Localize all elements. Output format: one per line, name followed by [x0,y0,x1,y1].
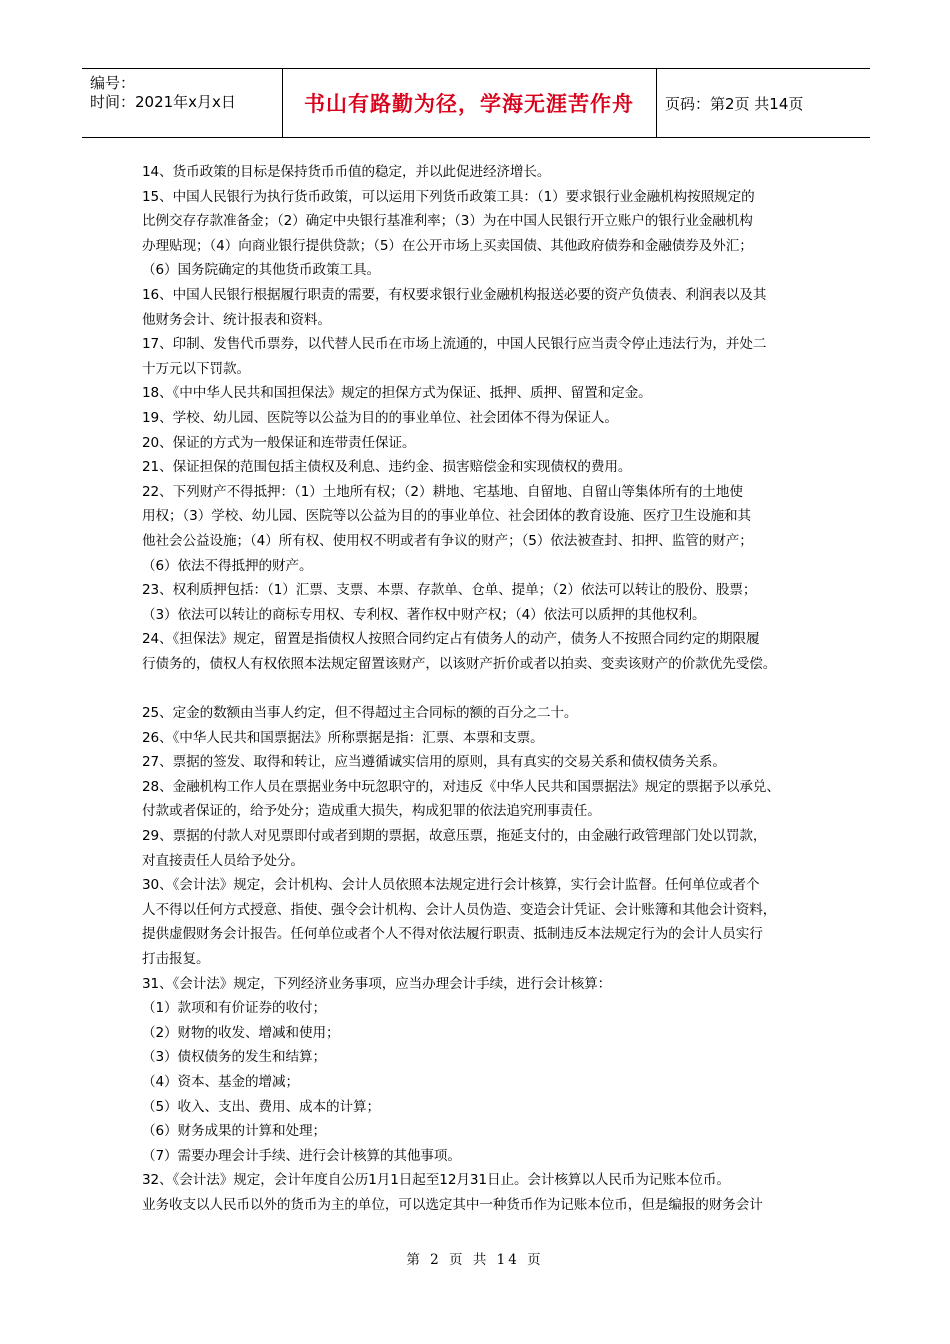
text-line: 25、定金的数额由当事人约定，但不得超过主合同标的额的百分之二十。 [142,705,578,722]
text-line: 用权；（3）学校、幼儿园、医院等以公益为目的的事业单位、社会团体的教育设施、医疗卫生设施和其 [142,508,751,525]
text-line: 24、《担保法》规定，留置是指债权人按照合同约定占有债务人的动产，债务人不按照合同约定的期限履 [142,631,760,648]
header-motto: 书山有路勤为径，学海无涯苦作舟 [282,69,657,137]
text-line: 人不得以任何方式授意、指使、强令会计机构、会计人员伪造、变造会计凭证、会计账簿和其他会计资料， [142,901,777,918]
text-line: 23、权利质押包括：（1）汇票、支票、本票、存款单、仓单、提单；（2）依法可以转让的股份、股票； [142,582,757,599]
document-body [142,160,814,1218]
text-line: 28、金融机构工作人员在票据业务中玩忽职守的，对违反《中华人民共和国票据法》规定的票据予以承兑、 [142,778,780,795]
text-line: 30、《会计法》规定，会计机构、会计人员依照本法规定进行会计核算，实行会计监督。任何单位或者个 [142,877,760,894]
text-line: 提供虚假财务会计报告。任何单位或者个人不得对依法履行职责、抵制违反本法规定行为的会计人员实行 [142,926,763,943]
text-line: （3）债权债务的发生和结算； [142,1049,326,1066]
text-line: 对直接责任人员给予处分。 [142,852,304,869]
text-line: 27、票据的签发、取得和转让，应当遵循诚实信用的原则，具有真实的交易关系和债权债务关系。 [142,754,726,771]
text-line: 15、中国人民银行为执行货币政策，可以运用下列货币政策工具：（1）要求银行业金融机构按照规定的 [142,188,755,205]
text-line: 比例交存存款准备金；（2）确定中央银行基准利率；（3）为在中国人民银行开立账户的银行业金融机构 [142,213,753,230]
text-line: （1）款项和有价证券的收付； [142,1000,326,1017]
text-line: （6）财务成果的计算和处理； [142,1123,326,1140]
text-line: 14、货币政策的目标是保持货币币值的稳定，并以此促进经济增长。 [142,164,551,180]
text-line: 22、下列财产不得抵押：（1）土地所有权；（2）耕地、宅基地、自留地、自留山等集体所有的土地使 [142,483,743,500]
text-line: 29、票据的付款人对见票即付或者到期的票据，故意压票，拖延支付的，由金融行政管理部门处以罚款， [142,828,767,845]
text-line: （7）需要办理会计手续、进行会计核算的其他事项。 [142,1147,461,1164]
text-line: 办理贴现；（4）向商业银行提供贷款；（5）在公开市场上买卖国债、其他政府债券和金融债券及外汇； [142,237,753,254]
text-line: 32、《会计法》规定，会计年度自公历1月1日起至12月31日止。会计核算以人民币为记账本位币。 [142,1172,730,1189]
text-line: 21、保证担保的范围包括主债权及利息、违约金、损害赔偿金和实现债权的费用。 [142,459,632,476]
text-line: （5）收入、支出、费用、成本的计算； [142,1098,380,1115]
text-line: （3）依法可以转让的商标专用权、专利权、著作权中财产权；（4）依法可以质押的其他权利。 [142,606,706,623]
page-header [82,68,870,138]
page-footer: 第 2 页 共 14 页 [406,1252,544,1268]
doc-number-label: 编号： [90,74,136,92]
text-line: 付款或者保证的，给予处分；造成重大损失，构成犯罪的依法追究刑事责任。 [142,803,601,820]
header-page-label: 页码：第2页 共14页 [665,94,804,113]
header-meta-cell [82,69,283,137]
doc-date-label: 时间：2021年x月x日 [90,93,236,111]
text-line: 20、保证的方式为一般保证和连带责任保证。 [142,434,416,451]
text-line: 18、《中中华人民共和国担保法》规定的担保方式为保证、抵押、质押、留置和定金。 [142,385,652,402]
text-line: 16、中国人民银行根据履行职责的需要，有权要求银行业金融机构报送必要的资产负债表、利润表以及其 [142,286,767,303]
text-line: （4）资本、基金的增减； [142,1073,299,1090]
text-line: 业务收支以人民币以外的货币为主的单位，可以选定其中一种货币作为记账本位币，但是编报的财务会计 [142,1196,763,1213]
text-line: 31、《会计法》规定，下列经济业务事项，应当办理会计手续，进行会计核算： [142,975,612,992]
text-line: 十万元以下罚款。 [142,360,250,377]
text-line: 打击报复。 [142,951,210,967]
text-line: （6）依法不得抵押的财产。 [142,557,313,574]
blank-line [142,676,814,701]
text-line: 19、学校、幼儿园、医院等以公益为目的的事业单位、社会团体不得为保证人。 [142,409,618,426]
text-line: 26、《中华人民共和国票据法》所称票据是指：汇票、本票和支票。 [142,729,544,746]
text-line: 17、印制、发售代币票券，以代替人民币在市场上流通的，中国人民银行应当责令停止违法行为，并处二 [142,336,767,353]
text-line: （2）财物的收发、增减和使用； [142,1024,340,1041]
text-line: 他财务会计、统计报表和资料。 [142,311,331,328]
text-line: 行债务的，债权人有权依照本法规定留置该财产，以该财产折价或者以拍卖、变卖该财产的价款优先受偿。 [142,655,777,672]
text-line: （6）国务院确定的其他货币政策工具。 [142,262,380,279]
text-line: 他社会公益设施；（4）所有权、使用权不明或者有争议的财产；（5）依法被查封、扣押、监管的财产； [142,532,753,549]
